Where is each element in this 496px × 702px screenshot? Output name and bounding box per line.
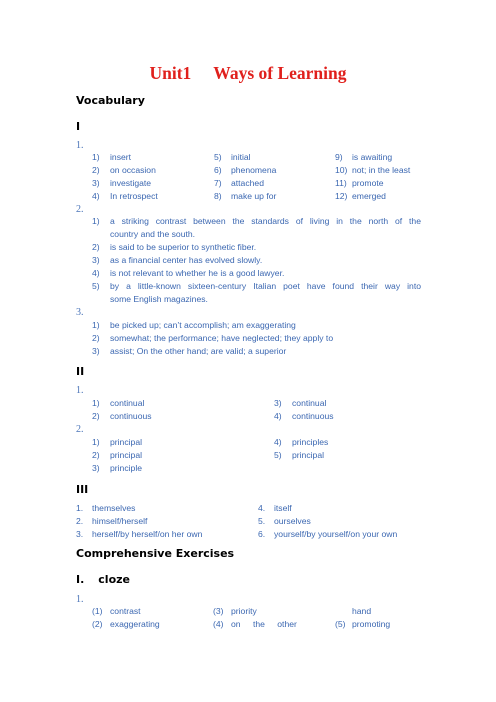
item-number: 1) <box>92 398 100 408</box>
item-number: 8) <box>214 191 222 201</box>
item-number: (2) <box>92 619 103 629</box>
exercise-2-label: 2. <box>76 204 84 215</box>
answer-text: continual <box>292 398 327 408</box>
answer-text: is awaiting <box>352 152 393 162</box>
answer-text: attached <box>231 178 264 188</box>
item-number: 5) <box>274 450 282 460</box>
item-number: (4) <box>213 619 224 629</box>
item-number: 4) <box>274 411 282 421</box>
answer-text: be picked up; can’t accomplish; am exaggerating <box>110 320 296 330</box>
item-number: 1. <box>76 503 84 513</box>
item-number: 2) <box>92 242 100 252</box>
item-number: 2) <box>92 411 100 421</box>
answer-text: itself <box>274 503 292 513</box>
item-number: 11) <box>335 178 347 188</box>
answer-text: himself/herself <box>92 516 148 526</box>
answer-text: assist; On the other hand; are valid; a superior <box>110 346 287 356</box>
answer-text: on occasion <box>110 165 156 175</box>
section-name: cloze <box>98 573 130 586</box>
item-number: 6. <box>258 529 266 539</box>
item-number: (1) <box>92 606 103 616</box>
item-number: 7) <box>214 178 222 188</box>
answer-text: continual <box>110 398 145 408</box>
item-number: 1) <box>92 437 100 447</box>
item-number: 5. <box>258 516 266 526</box>
item-number: (5) <box>335 619 346 629</box>
item-number: 4) <box>92 191 100 201</box>
answer-text: continuous <box>292 411 334 421</box>
item-number: 5) <box>214 152 222 162</box>
item-number: 5) <box>92 281 100 291</box>
exercise-1-label: 1. <box>76 594 84 605</box>
exercise-1-label: 1. <box>76 140 84 151</box>
answer-text: hand <box>352 606 372 616</box>
answer-text: is not relevant to whether he is a good lawyer. <box>110 268 285 278</box>
answer-text: initial <box>231 152 251 162</box>
unit-name: Ways of Learning <box>213 63 347 83</box>
answer-text: a striking contrast between the standards of living in the north of the <box>110 216 421 226</box>
answer-text: promote <box>352 178 384 188</box>
answer-text: some English magazines. <box>110 294 208 304</box>
item-number: 4. <box>258 503 266 513</box>
item-number: 9) <box>335 152 343 162</box>
answer-text: yourself/by yourself/on your own <box>274 529 398 539</box>
part-i-label: I <box>76 120 81 133</box>
answer-text: principal <box>110 437 143 447</box>
answer-text: insert <box>110 152 132 162</box>
item-number: 2) <box>92 333 100 343</box>
vocabulary-heading: Vocabulary <box>76 94 145 107</box>
answer-text: emerged <box>352 191 386 201</box>
section-number: I. <box>76 573 85 586</box>
answer-text: on the other <box>231 619 297 629</box>
answer-text: themselves <box>92 503 136 513</box>
answer-text: by a little-known sixteen-century Italian poet have found their way into <box>110 281 421 291</box>
item-number: 4) <box>274 437 282 447</box>
part-iii-label: III <box>76 483 89 496</box>
page-title <box>0 63 496 84</box>
item-number: 1) <box>92 216 100 226</box>
exercise-1-label: 1. <box>76 385 84 396</box>
answer-text: as a financial center has evolved slowly. <box>110 255 263 265</box>
answer-text: is said to be superior to synthetic fiber. <box>110 242 257 252</box>
answer-text: exaggerating <box>110 619 160 629</box>
item-number: (3) <box>213 606 224 616</box>
item-number: 10) <box>335 165 348 175</box>
answer-text: continuous <box>110 411 152 421</box>
item-number: 3) <box>92 255 100 265</box>
item-number: 3) <box>92 178 100 188</box>
answer-text: promoting <box>352 619 391 629</box>
answer-text: principles <box>292 437 329 447</box>
item-number: 2. <box>76 516 84 526</box>
item-number: 1) <box>92 320 100 330</box>
exercise-2-label: 2. <box>76 424 84 435</box>
answer-text: somewhat; the performance; have neglected; they apply to <box>110 333 334 343</box>
item-number: 2) <box>92 450 100 460</box>
comprehensive-heading: Comprehensive Exercises <box>76 547 235 560</box>
answer-text: In retrospect <box>110 191 158 201</box>
answer-text: priority <box>231 606 257 616</box>
item-number: 4) <box>92 268 100 278</box>
answer-text: not; in the least <box>352 165 411 175</box>
answer-text: country and the south. <box>110 229 196 239</box>
answer-text: herself/by herself/on her own <box>92 529 203 539</box>
part-ii-label: II <box>76 365 85 378</box>
answer-text: investigate <box>110 178 152 188</box>
answer-text: ourselves <box>274 516 311 526</box>
item-number: 3) <box>92 463 100 473</box>
answer-text: contrast <box>110 606 141 616</box>
item-number: 1) <box>92 152 100 162</box>
exercise-3-label: 3. <box>76 307 84 318</box>
answer-text: principle <box>110 463 143 473</box>
item-number: 6) <box>214 165 222 175</box>
item-number: 12) <box>335 191 348 201</box>
item-number: 3) <box>92 346 100 356</box>
item-number: 3. <box>76 529 84 539</box>
answer-text: principal <box>110 450 143 460</box>
unit-number: Unit1 <box>149 63 192 83</box>
answer-text: phenomena <box>231 165 277 175</box>
item-number: 3) <box>274 398 282 408</box>
cloze-heading <box>76 573 130 586</box>
answer-text: principal <box>292 450 325 460</box>
answer-text: make up for <box>231 191 277 201</box>
item-number: 2) <box>92 165 100 175</box>
